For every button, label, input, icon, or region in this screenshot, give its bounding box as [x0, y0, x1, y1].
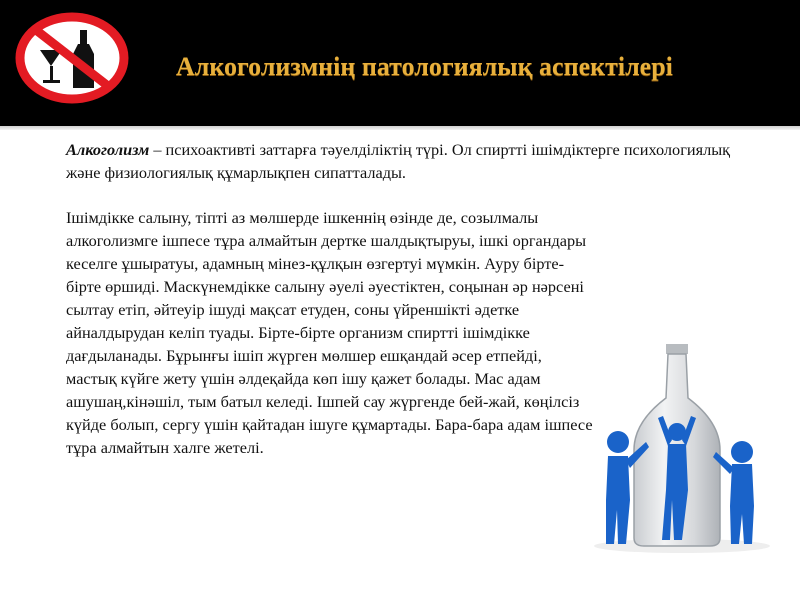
header-bar: [0, 0, 800, 126]
intro-term: Алкоголизм: [66, 140, 150, 159]
intro-definition: – психоактивті заттарға тәуелділіктің түрі. Ол спиртті ішімдіктерге психологиялық және физиологиялық құмарлықпен сипатталады.: [66, 140, 731, 182]
body-paragraph: Ішімдікке салыну, тіпті аз мөлшерде ішкеннің өзінде де, созылмалы алкоголизмге ішпесе тұра алмайтын дертке шалдықтыруы, ішкі органдары кеселге ұшыратуы, адамның мінез-құлқын өзгертуі мүмкін. Ауру бірте-бірте өршиді. Маскүнемдікке салыну әуелі әуестіктен, соңынан әр нәрсені сылтау етіп, әйтеуір ішуді мақсат етуден, соны үйреншікті әдетке айналдырудан келіп туады. Бірте-бірте организм спиртті ішімдікке дағдыланады. Бұрынғы ішіп жүрген мөлшер ешқандай әсер етпейді, мастық күйге жету үшін әлдеқайда көп ішу қажет болады. Мас адам ашушаң,кінәшіл, тым батыл келеді. Ішпей сау жүргенде бей-жай, көңілсіз күйде болып, сергу үшін қайтадан ішуге құмартады. Бара-бара адам ішпесе тұра алмайтын халге жетелі.: [66, 208, 593, 457]
no-alcohol-sign-icon: [10, 8, 134, 108]
header-divider: [0, 126, 800, 130]
page-title: Алкоголизмнің патологиялық аспектілері: [176, 52, 673, 81]
intro-paragraph: [66, 138, 766, 184]
bottle-with-people-icon: [592, 340, 772, 555]
